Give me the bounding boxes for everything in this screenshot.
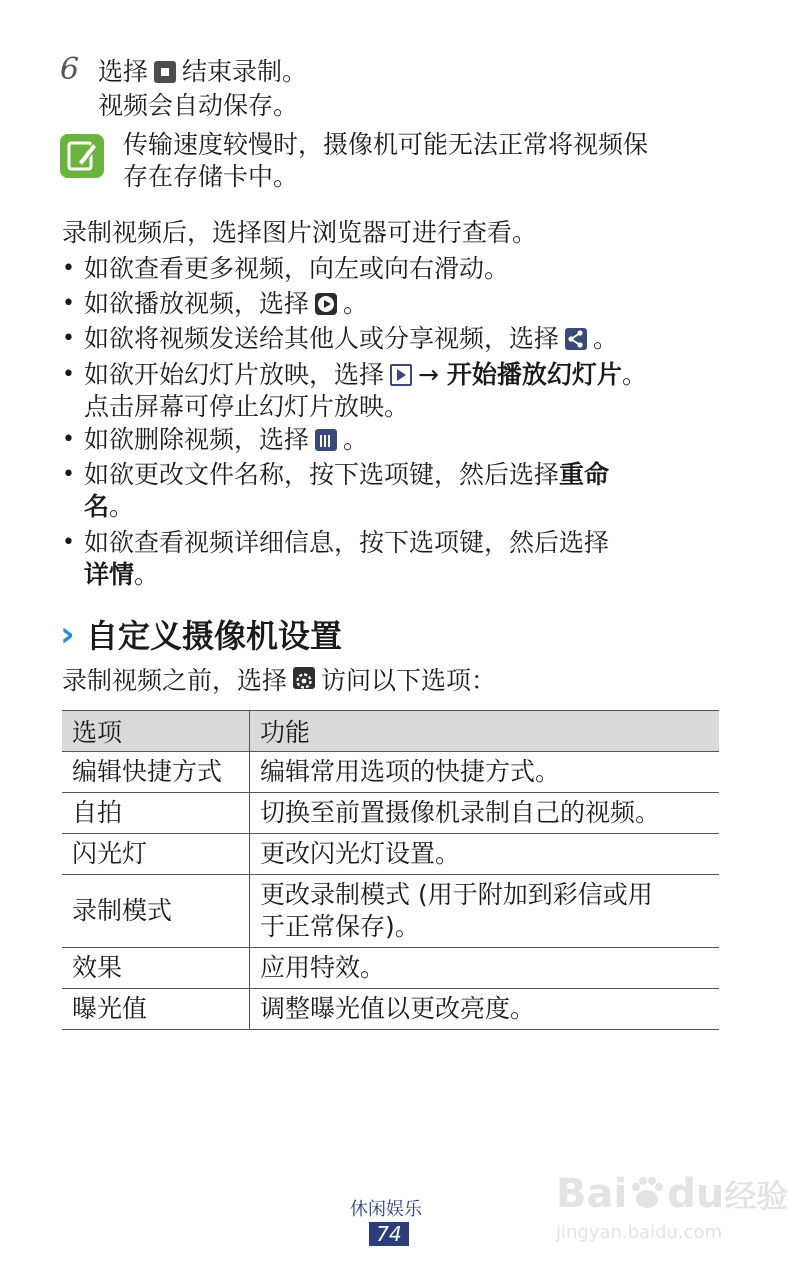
bullet-3-end: 。 — [593, 324, 619, 353]
bullet-6-bold: 重命 — [559, 460, 610, 489]
table-row — [62, 989, 719, 1030]
bullet-marker: • — [62, 462, 75, 487]
bullet-7-end: 。 — [134, 560, 160, 589]
chapter-name: 休闲娱乐 — [350, 1199, 422, 1220]
bullet-marker: • — [62, 256, 75, 281]
function-line-1: 更改录制模式 (用于附加到彩信或用 — [260, 880, 653, 909]
watermark-cn: 经验 — [724, 1177, 788, 1215]
slideshow-icon — [390, 364, 412, 386]
bullet-marker: • — [62, 291, 75, 316]
bullet-7: 如欲查看视频详细信息，按下选项键，然后选择 — [84, 528, 610, 557]
table-header-row — [62, 711, 719, 752]
bullet-marker: • — [62, 530, 75, 555]
step-number: 6 — [60, 52, 80, 87]
option-cell: 闪光灯 — [62, 834, 250, 875]
bullet-4 — [84, 358, 647, 392]
bullet-5-text: 如欲删除视频，选择 — [84, 425, 310, 454]
play-icon — [315, 293, 337, 315]
bullet-marker: • — [62, 427, 75, 452]
bullet-2-text: 如欲播放视频，选择 — [84, 289, 310, 318]
step-line-1 — [98, 55, 307, 89]
bullet-6-bold-2: 名 — [84, 492, 110, 521]
bullet-4-line-2: 点击屏幕可停止幻灯片放映。 — [84, 392, 410, 421]
function-line-2: 于正常保存)。 — [260, 912, 420, 941]
section-intro-text: 录制视频之前，选择 — [62, 666, 288, 695]
bullet-2-end: 。 — [343, 289, 369, 318]
function-cell: 更改闪光灯设置。 — [250, 834, 720, 875]
bullet-7-line-2 — [84, 558, 159, 592]
section-intro — [62, 664, 496, 698]
bullet-marker: • — [62, 362, 75, 387]
note-pencil-icon — [60, 134, 104, 178]
page-number: 74 — [369, 1222, 409, 1246]
settings-gear-icon — [293, 667, 315, 689]
function-cell: 编辑常用选项的快捷方式。 — [250, 752, 720, 793]
watermark-url: jingyan.baidu.com — [556, 1222, 723, 1243]
paw-icon — [627, 1174, 667, 1210]
step-suffix: 结束录制。 — [182, 57, 308, 86]
options-table — [62, 710, 719, 1030]
function-cell: 切换至前置摄像机录制自己的视频。 — [250, 793, 720, 834]
section-intro-end: 访问以下选项： — [321, 666, 497, 695]
baidu-watermark-logo — [556, 1170, 788, 1220]
header-option: 选项 — [62, 711, 250, 752]
table-row — [62, 875, 719, 948]
bullet-4-bold: 开始播放幻灯片 — [446, 360, 622, 389]
bullet-6-text: 如欲更改文件名称，按下选项键，然后选择 — [84, 460, 560, 489]
bullet-7-bold: 详情 — [84, 560, 135, 589]
option-cell: 效果 — [62, 948, 250, 989]
bullet-6-end: 。 — [109, 492, 135, 521]
bullet-3-text: 如欲将视频发送给其他人或分享视频，选择 — [84, 324, 560, 353]
bullet-4-end: 。 — [621, 360, 647, 389]
delete-icon — [315, 429, 337, 451]
table-row — [62, 793, 719, 834]
note-line-2: 存在存储卡中。 — [123, 162, 299, 191]
watermark-text-2: du — [667, 1171, 725, 1217]
function-cell: 应用特效。 — [250, 948, 720, 989]
bullet-5 — [84, 423, 368, 457]
bullet-6-line-2 — [84, 490, 134, 524]
table-row — [62, 948, 719, 989]
option-cell: 编辑快捷方式 — [62, 752, 250, 793]
bullet-6 — [84, 458, 609, 492]
bullet-1: 如欲查看更多视频，向左或向右滑动。 — [84, 254, 510, 283]
note-line-1: 传输速度较慢时，摄像机可能无法正常将视频保 — [123, 130, 649, 159]
bullet-3 — [84, 322, 618, 356]
arrow-glyph: → — [418, 360, 439, 389]
section-marker: › — [60, 614, 75, 655]
bullet-2 — [84, 287, 368, 321]
share-icon — [565, 325, 587, 347]
table-row — [62, 752, 719, 793]
bullet-4-text: 如欲开始幻灯片放映，选择 — [84, 360, 385, 389]
intro-text: 录制视频后，选择图片浏览器可进行查看。 — [62, 218, 538, 247]
section-title: 自定义摄像机设置 — [86, 617, 343, 655]
table-row — [62, 834, 719, 875]
stop-icon — [154, 61, 176, 83]
option-cell: 录制模式 — [62, 875, 250, 948]
bullet-marker: • — [62, 326, 75, 351]
option-cell: 自拍 — [62, 793, 250, 834]
watermark-text: Bai — [556, 1171, 628, 1217]
function-cell — [250, 875, 720, 948]
step-line-2: 视频会自动保存。 — [98, 91, 299, 120]
option-cell: 曝光值 — [62, 989, 250, 1030]
bullet-5-end: 。 — [343, 425, 369, 454]
step-prefix: 选择 — [98, 57, 149, 86]
header-function: 功能 — [250, 711, 720, 752]
function-cell: 调整曝光值以更改亮度。 — [250, 989, 720, 1030]
